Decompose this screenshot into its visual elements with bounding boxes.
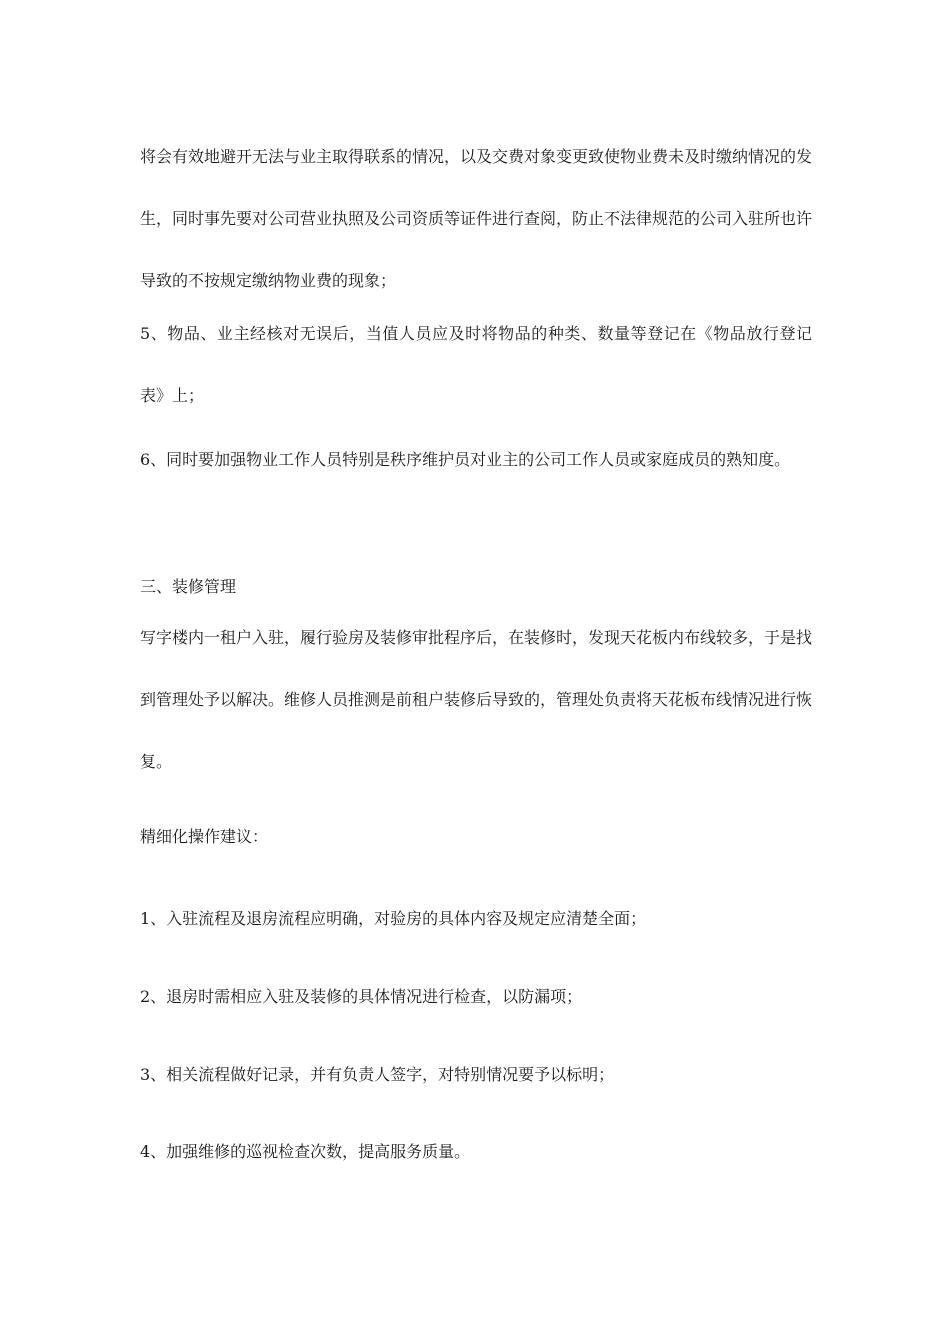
list-item-suggestion-2: 2、退房时需相应入驻及装修的具体情况进行检查，以防漏项； [140, 987, 583, 1006]
paragraph-contact-info: 将会有效地避开无法与业主取得联系的情况，以及交费对象变更致使物业费未及时缴纳情况的发生，同时事先要对公司营业执照及公司资质等证件进行查阅，防止不法律规范的公司入驻所也许导致的不按规定缴纳物业费的现象； [140, 147, 813, 290]
paragraph-item-5-registration: 5、物品、业主经核对无误后，当值人员应及时将物品的种类、数量等登记在《物品放行登记表》上； [140, 324, 812, 405]
list-item-suggestion-4: 4、加强维修的巡视检查次数，提高服务质量。 [140, 1142, 471, 1161]
section-heading-renovation: 三、装修管理 [140, 577, 237, 596]
paragraph-suggestions-label: 精细化操作建议： [140, 827, 269, 846]
list-item-suggestion-1: 1、入驻流程及退房流程应明确，对验房的具体内容及规定应清楚全面； [140, 909, 647, 928]
paragraph-item-6-familiarity: 6、同时要加强物业工作人员特别是秩序维护员对业主的公司工作人员或家庭成员的熟知度。 [140, 450, 791, 469]
list-item-suggestion-3: 3、相关流程做好记录，并有负责人签字，对特别情况要予以标明； [140, 1065, 615, 1084]
paragraph-case-description: 写字楼内一租户入驻，履行验房及装修审批程序后，在装修时，发现天花板内布线较多，于是找到管理处予以解决。维修人员推测是前租户装修后导致的，管理处负责将天花板布线情况进行恢复。 [140, 628, 813, 771]
